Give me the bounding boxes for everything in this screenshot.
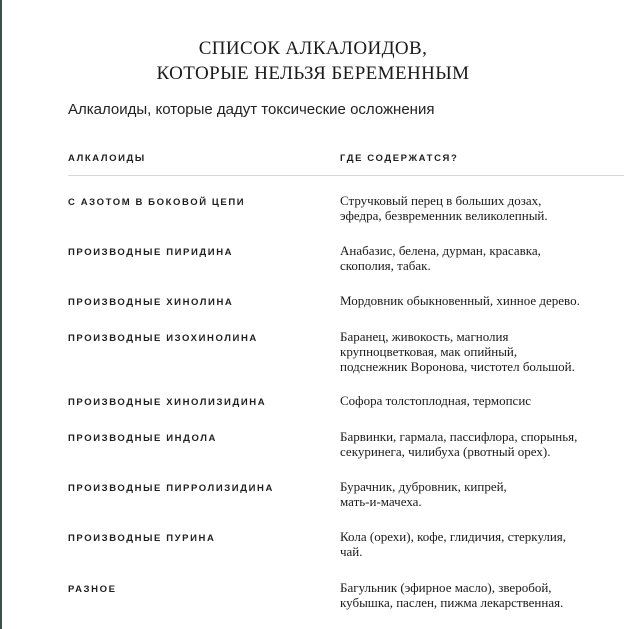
left-border-line — [0, 0, 2, 629]
sources-line: Багульник (эфирное масло), зверобой, — [340, 580, 552, 595]
alkaloid-group-name: РАЗНОЕ — [68, 584, 117, 595]
sources-text — [340, 479, 622, 509]
alkaloid-group-name: ПРОИЗВОДНЫЕ ПИРИДИНА — [68, 247, 234, 258]
title-line-1: СПИСОК АЛКАЛОИДОВ, — [198, 38, 428, 59]
sources-text — [340, 429, 622, 459]
alkaloid-group-name: С АЗОТОМ В БОКОВОЙ ЦЕПИ — [68, 197, 246, 208]
sources-line: Баранец, живокость, магнолия — [340, 329, 509, 344]
alkaloid-group-name: ПРОИЗВОДНЫЕ ПУРИНА — [68, 533, 216, 544]
sources-line: крупноцветковая, мак опийный, — [340, 344, 518, 359]
alkaloid-group-name: ПРОИЗВОДНЫЕ ПИРРОЛИЗИДИНА — [68, 483, 274, 494]
sources-text — [340, 580, 622, 610]
sources-line: секуринега, чилибуха (рвотный орех). — [340, 444, 551, 459]
sources-line: Анабазис, белена, дурман, красавка, — [340, 243, 541, 258]
sources-line: Мордовник обыкновенный, хинное дерево. — [340, 293, 580, 308]
sources-text — [340, 243, 622, 273]
alkaloid-group-name: ПРОИЗВОДНЫЕ ХИНОЛИНА — [68, 297, 234, 308]
sources-line: чай. — [340, 544, 363, 559]
sources-text — [340, 393, 622, 408]
page-subtitle: Алкалоиды, которые дадут токсические осложнения — [68, 101, 435, 118]
sources-text — [340, 293, 622, 308]
column-header-alkaloids: АЛКАЛОИДЫ — [68, 153, 146, 164]
header-divider — [68, 175, 624, 176]
column-header-where: ГДЕ СОДЕРЖАТСЯ? — [340, 153, 459, 164]
sources-line: кубышка, паслен, пижма лекарственная. — [340, 595, 564, 610]
sources-text — [340, 329, 622, 374]
sources-line: Бурачник, дубровник, кипрей, — [340, 479, 507, 494]
sources-line: Барвинки, гармала, пассифлора, спорынья, — [340, 429, 578, 444]
alkaloid-group-name: ПРОИЗВОДНЫЕ ХИНОЛИЗИДИНА — [68, 397, 267, 408]
alkaloid-group-name: ПРОИЗВОДНЫЕ ИНДОЛА — [68, 433, 217, 444]
page-title — [0, 36, 626, 86]
sources-line: эфедра, безвременник великолепный. — [340, 208, 548, 223]
sources-text — [340, 193, 622, 223]
sources-line: подснежник Воронова, чистотел большой. — [340, 359, 575, 374]
sources-text — [340, 529, 622, 559]
sources-line: Кола (орехи), кофе, глидичия, стеркулия, — [340, 529, 567, 544]
title-line-2: КОТОРЫЕ НЕЛЬЗЯ БЕРЕМЕННЫМ — [156, 63, 470, 84]
sources-line: скополия, табак. — [340, 258, 431, 273]
sources-line: Стручковый перец в больших дозах, — [340, 193, 542, 208]
sources-line: Софора толстоплодная, термопсис — [340, 393, 532, 408]
sources-line: мать-и-мачеха. — [340, 494, 422, 509]
alkaloid-group-name: ПРОИЗВОДНЫЕ ИЗОХИНОЛИНА — [68, 333, 258, 344]
